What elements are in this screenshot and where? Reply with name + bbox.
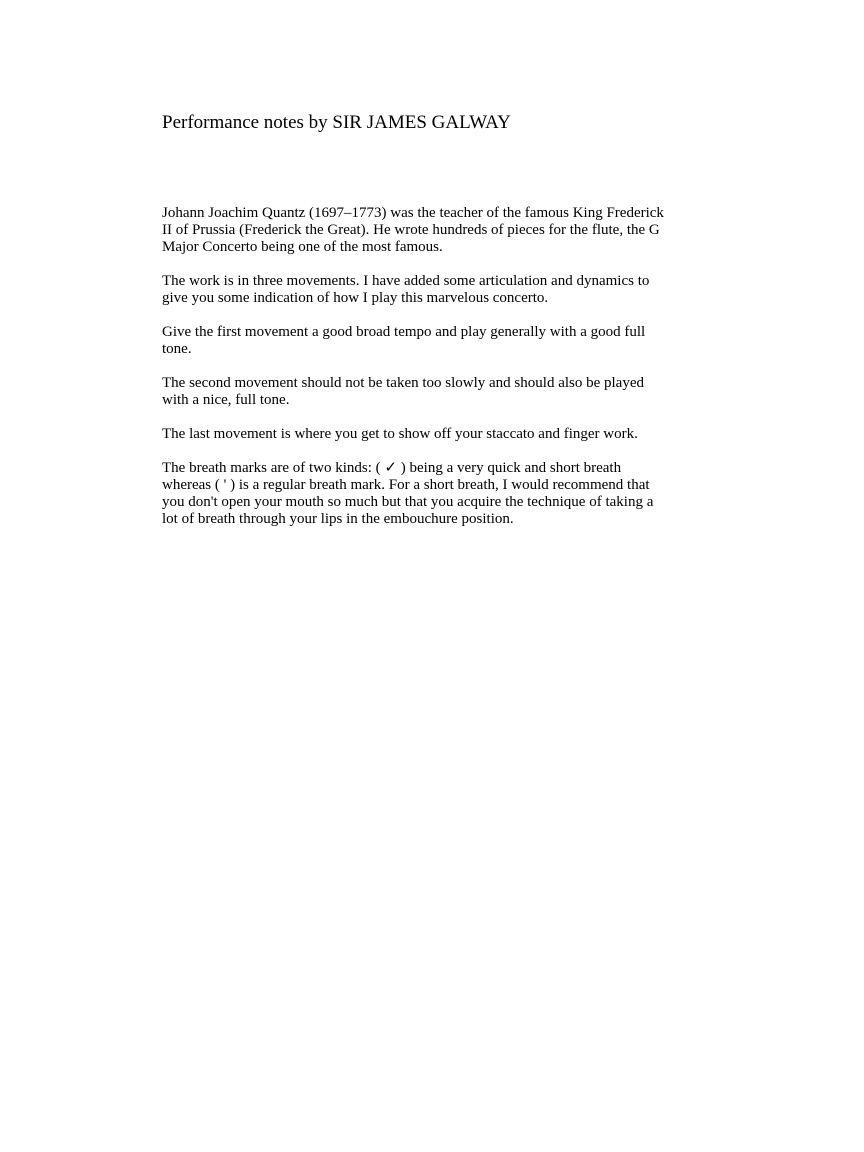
text-line: The second movement should not be taken too slowly and should also be played [162, 375, 644, 391]
text-line: The last movement is where you get to show off your staccato and finger work. [162, 426, 638, 442]
paragraph-intro [162, 205, 712, 256]
text-line: Johann Joachim Quantz (1697–1773) was the teacher of the famous King Frederick [162, 205, 664, 221]
paragraph-first-movement [162, 324, 712, 358]
text-line: The work is in three movements. I have added some articulation and dynamics to [162, 273, 650, 289]
text-line: you don't open your mouth so much but that you acquire the technique of taking a [162, 494, 654, 510]
text-line: lot of breath through your lips in the embouchure position. [162, 511, 514, 527]
paragraph-second-movement [162, 375, 712, 409]
paragraph-last-movement [162, 426, 712, 443]
text-line: with a nice, full tone. [162, 392, 290, 408]
paragraph-breath-marks [162, 460, 712, 528]
page-title: Performance notes by SIR JAMES GALWAY [162, 112, 511, 133]
text-line: tone. [162, 341, 192, 357]
text-line: Major Concerto being one of the most famous. [162, 239, 443, 255]
text-line: give you some indication of how I play this marvelous concerto. [162, 290, 549, 306]
text-line: Give the first movement a good broad tempo and play generally with a good full [162, 324, 646, 340]
text-line: The breath marks are of two kinds: ( ✓ ) being a very quick and short breath [162, 460, 622, 476]
paragraph-movements [162, 273, 712, 307]
document-body [162, 205, 712, 545]
text-line: whereas ( ' ) is a regular breath mark. For a short breath, I would recommend that [162, 477, 650, 493]
text-line: II of Prussia (Frederick the Great). He wrote hundreds of pieces for the flute, the G [162, 222, 660, 238]
